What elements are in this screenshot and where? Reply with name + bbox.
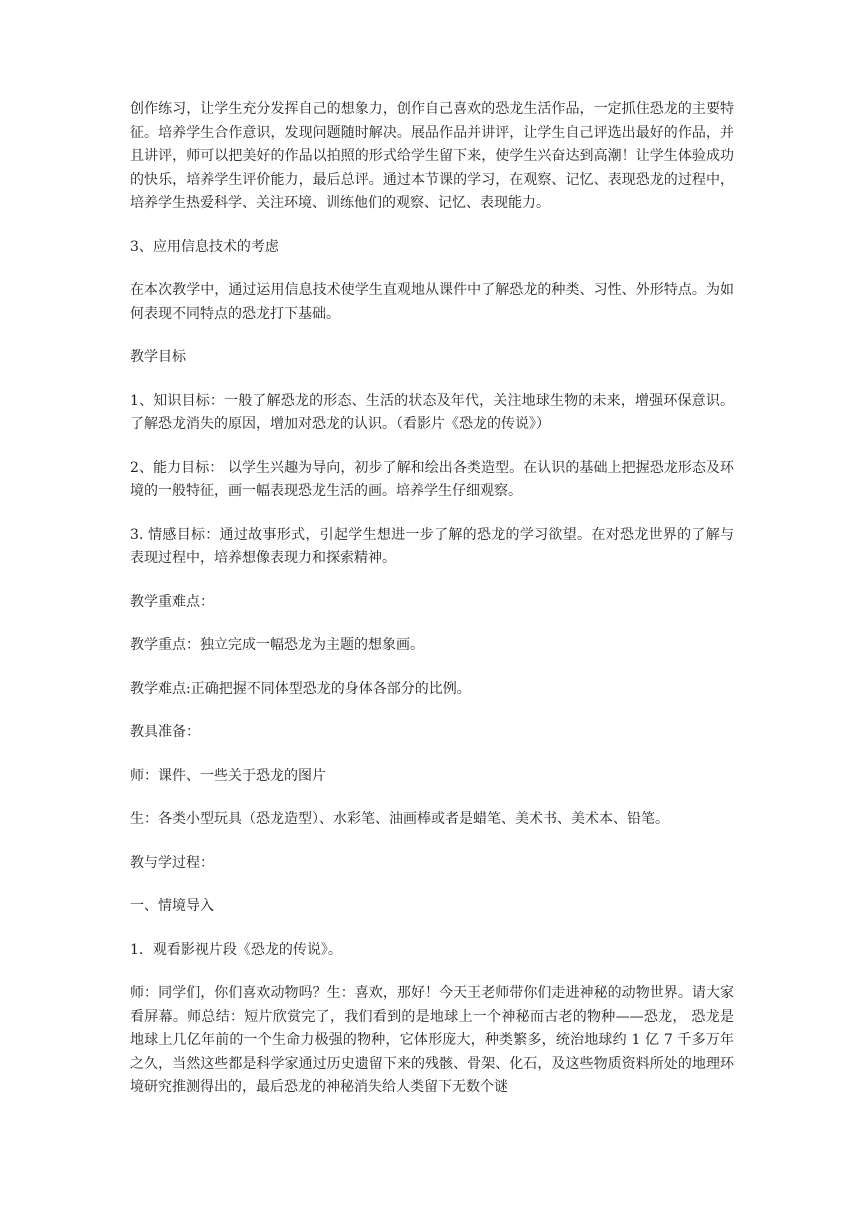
paragraph-teacher-aids: 师：课件、一些关于恐龙的图片 — [130, 767, 326, 784]
heading-teaching-process: 教与学过程： — [130, 854, 214, 871]
heading-teaching-aids: 教具准备： — [130, 724, 200, 740]
paragraph-knowledge-goal: 1、知识目标：一般了解恐龙的形态、生活的状态及年代，关注地球生物的未来，增强环保意识。了解恐龙消失的原因，增加对恐龙的认识。（看影片《恐龙的传说》） — [130, 392, 734, 432]
heading-teaching-goals: 教学目标 — [130, 349, 186, 365]
heading-it-considerations: 3、应用信息技术的考虑 — [130, 238, 279, 255]
paragraph-creative-practice: 创作练习，让学生充分发挥自己的想象力，创作自己喜欢的恐龙生活作品，一定抓住恐龙的主要特征。培养学生合作意识，发现问题随时解决。展品作品并讲评，让学生自己评选出最好的作品，并且讲评，师可以把美好的作品以拍照的形式给学生留下来，使学生兴奋达到高潮！让学生体验成功的快乐，培养学生评价能力，最后总评。通过本节课的学习，在观察、记忆、表现恐龙的过程中，培养学生热爱科学、关注环境、训练他们的观察、记忆、表现能力。 — [130, 101, 734, 211]
paragraph-emotion-goal: 3. 情感目标：通过故事形式，引起学生想进一步了解的恐龙的学习欲望。在对恐龙世界的了解与表现过程中，培养想像表现力和探索精神。 — [130, 526, 734, 566]
heading-situation-intro: 一、情境导入 — [130, 898, 214, 914]
paragraph-ability-goal: 2、能力目标： 以学生兴趣为导向，初步了解和绘出各类造型。在认识的基础上把握恐龙形态及环境的一般特征，画一幅表现恐龙生活的画。培养学生仔细观察。 — [130, 459, 734, 499]
paragraph-it-usage: 在本次教学中，通过运用信息技术使学生直观地从课件中了解恐龙的种类、习性、外形特点。为如何表现不同特点的恐龙打下基础。 — [130, 282, 734, 322]
paragraph-watch-video: 1．观看影视片段《恐龙的传说》。 — [130, 941, 342, 958]
paragraph-key-point: 教学重点：独立完成一幅恐龙为主题的想象画。 — [130, 637, 424, 653]
paragraph-teacher-dialogue: 师：同学们，你们喜欢动物吗？生：喜欢，那好！今天王老师带你们走进神秘的动物世界。请大家看屏幕。师总结：短片欣赏完了，我们看到的是地球上一个神秘而古老的物种——恐龙， 恐龙是地球上几亿年前的一个生命力极强的物种，它体形庞大，种类繁多，统治地球约 1 亿 7 千多万年之久，当然这些都是科学家通过历史遗留下来的残骸、骨架、化石，及这些物质资料所处的地理环境研究推测得出的，最后恐龙的神秘消失给人类留下无数个谜 — [130, 985, 734, 1095]
heading-key-difficult-points: 教学重难点： — [130, 593, 214, 610]
paragraph-student-aids: 生：各类小型玩具（恐龙造型）、水彩笔、油画棒或者是蜡笔、美术书、美术本、铅笔。 — [130, 811, 669, 827]
paragraph-difficult-point: 教学难点:正确把握不同体型恐龙的身体各部分的比例。 — [130, 680, 471, 697]
document-body — [130, 98, 734, 1100]
